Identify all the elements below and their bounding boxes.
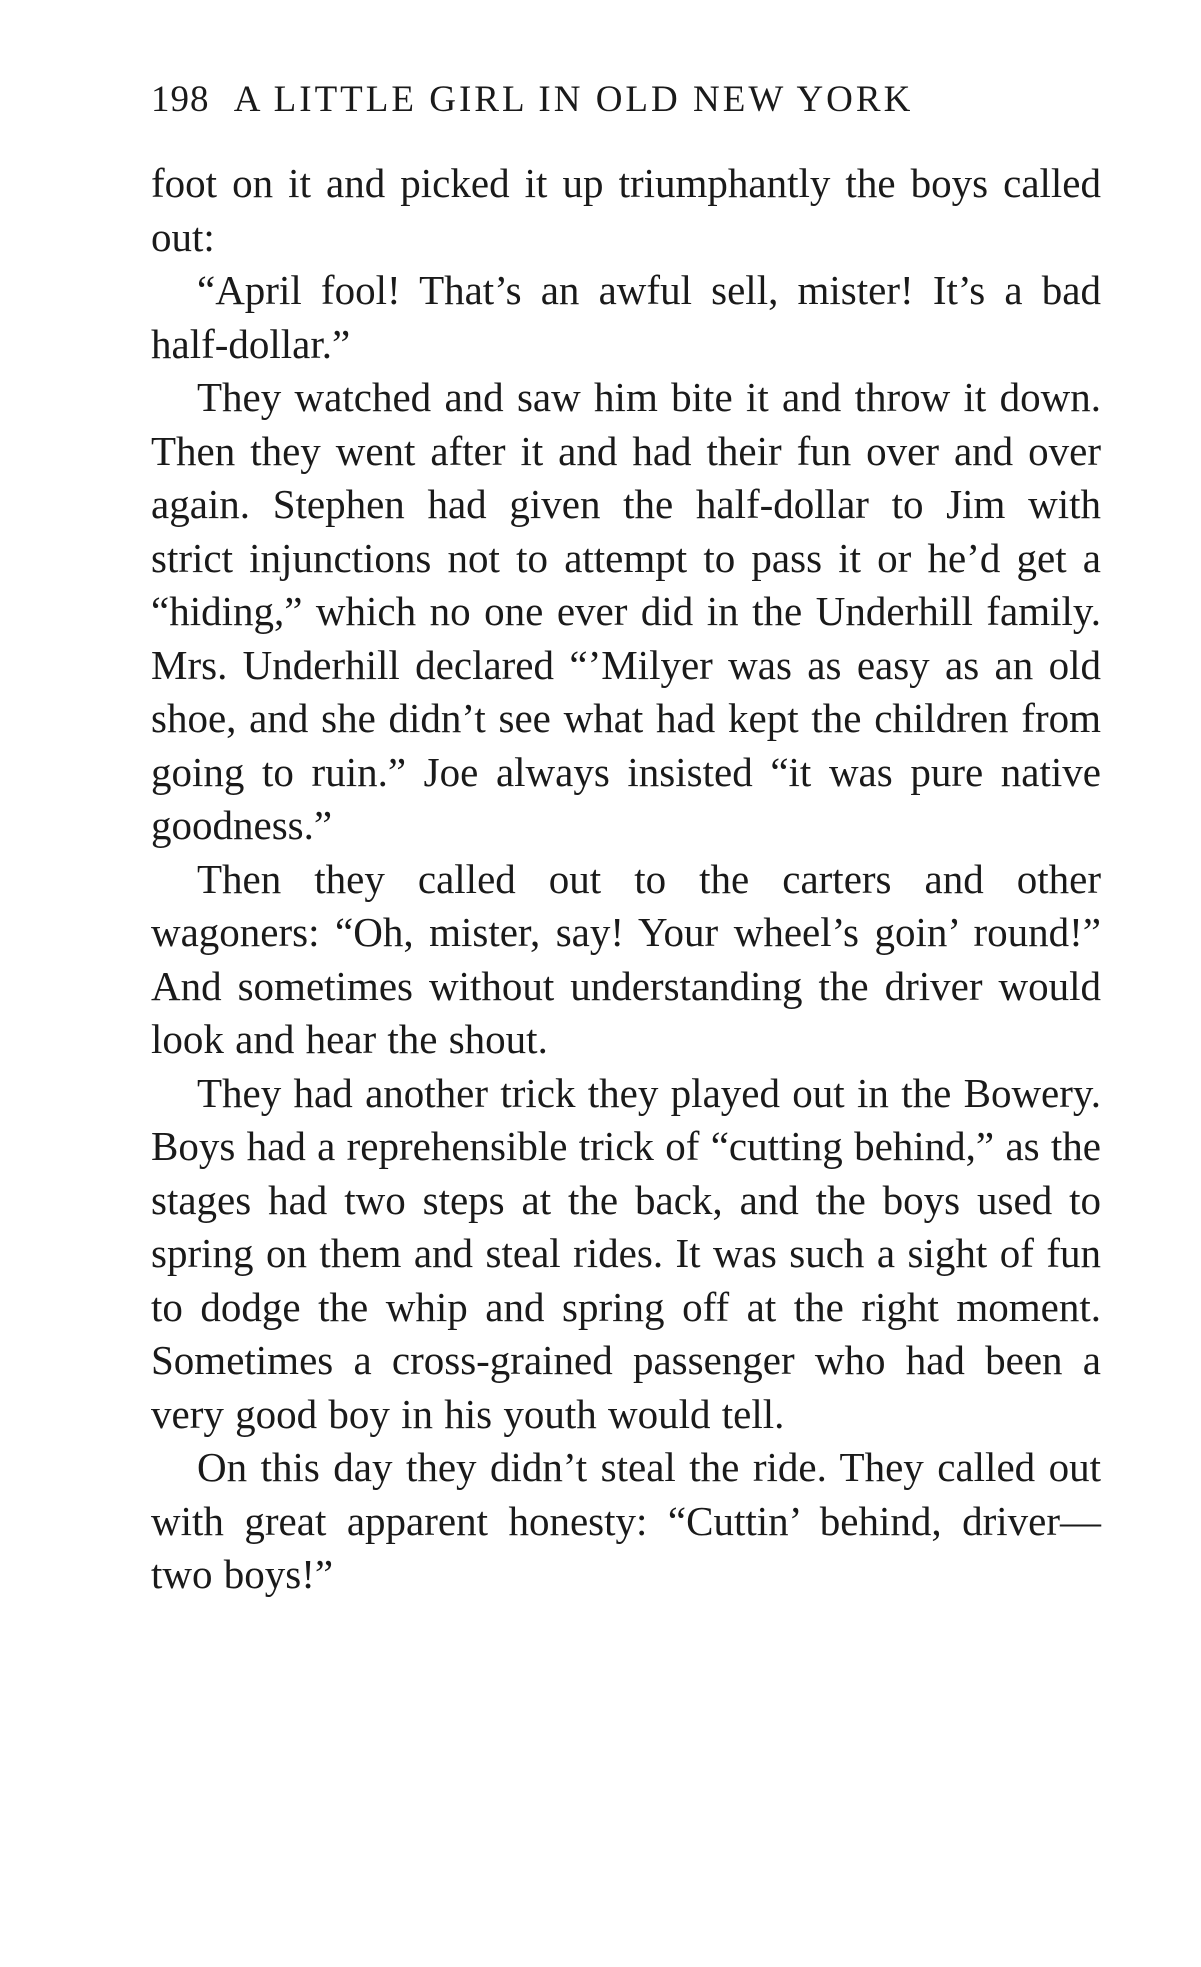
paragraph-continuation: foot on it and picked it up triumphantly the boys called out:: [151, 160, 1101, 260]
page-number: 198: [151, 79, 210, 120]
paragraph: Then they called out to the carters and other wagoners: “Oh, mister, say! Your wheel’s goin’ round!” And sometimes without understanding the driver would look and hear the shout.: [151, 855, 1101, 1062]
paragraph: “April fool! That’s an awful sell, mister! It’s a bad half-dollar.”: [151, 267, 1101, 367]
running-title: A LITTLE GIRL IN OLD NEW YORK: [233, 79, 914, 120]
running-header: [151, 78, 1101, 121]
paragraph: They had another trick they played out in the Bowery. Boys had a reprehensible trick of “cutting behind,” as the stages had two steps at the back, and the boys used to spring on them and steal rides. It was such a sight of fun to dodge the whip and spring off at the right moment. Sometimes a cross-grained passenger who had been a very good boy in his youth would tell.: [151, 1069, 1101, 1437]
book-page: [151, 78, 1101, 1602]
paragraph: On this day they didn’t steal the ride. They called out with great apparent honesty: “Cuttin’ behind, driver—two boys!”: [151, 1444, 1101, 1597]
paragraph: They watched and saw him bite it and throw it down. Then they went after it and had their fun over and over again. Stephen had given the half-dollar to Jim with strict injunctions not to attempt to pass it or he’d get a “hiding,” which no one ever did in the Underhill family. Mrs. Underhill declared “’Milyer was as easy as an old shoe, and she didn’t see what had kept the children from going to ruin.” Joe always insisted “it was pure native goodness.”: [151, 374, 1101, 848]
